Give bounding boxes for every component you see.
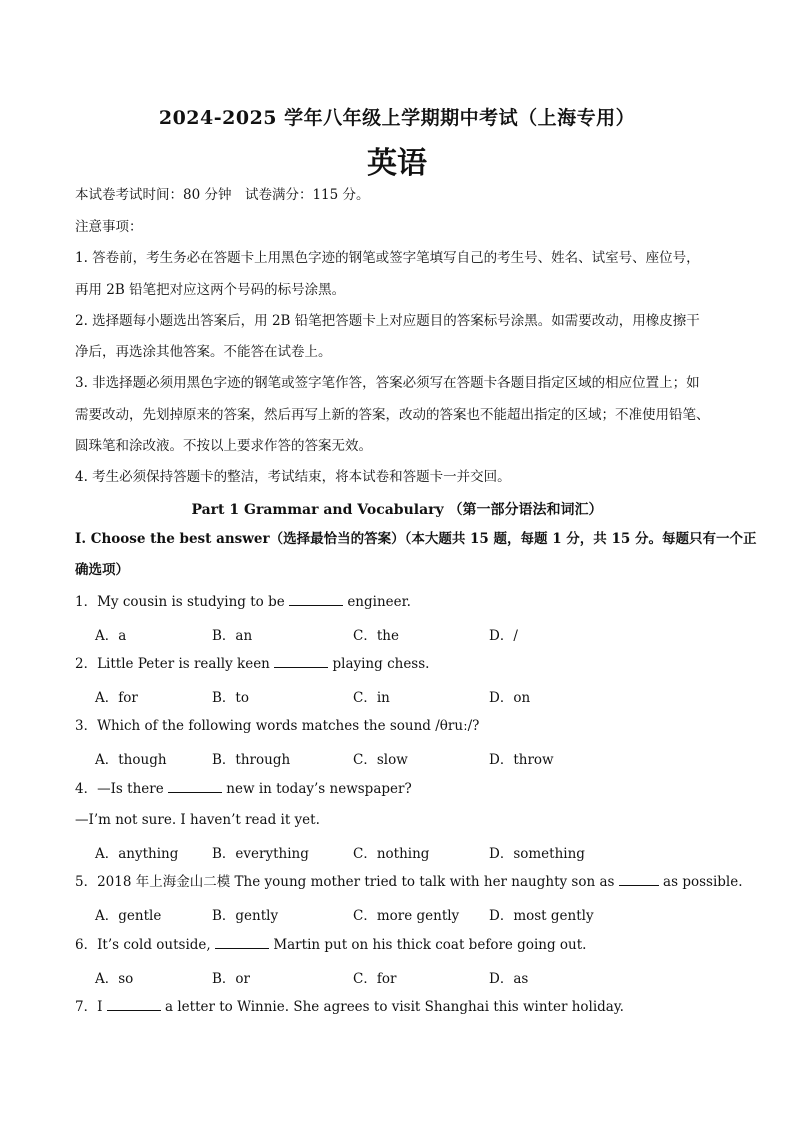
question-1-stem-end: engineer. (347, 594, 411, 610)
option-c: C．for (353, 971, 397, 987)
option-a: A．a (95, 628, 127, 644)
question-1 (75, 593, 411, 611)
note-3-line-2: 需要改动，先划掉原来的答案，然后再写上新的答案，改动的答案也不能超出指定的区域；不准使用铅笔、 (75, 407, 710, 423)
question-7 (75, 998, 624, 1016)
option-c: C．the (353, 628, 399, 644)
note-3-line-3: 圆珠笔和涂改液。不按以上要求作答的答案无效。 (75, 438, 372, 454)
note-1-line-1: 1. 答卷前，考生务必在答题卡上用黑色字迹的钢笔或签字笔填写自己的考生号、姓名、试室号、座位号， (75, 250, 700, 266)
option-a: A．gentle (95, 908, 162, 924)
option-a: A．though (95, 752, 167, 768)
option-d: D．as (489, 971, 529, 987)
option-a: A．for (95, 690, 138, 706)
option-d: D．on (489, 690, 531, 706)
option-d: D．/ (489, 628, 518, 644)
answer-blank (619, 873, 659, 886)
answer-blank (289, 593, 343, 606)
exam-title: 2024-2025 学年八年级上学期期中考试（上海专用） (158, 107, 636, 129)
option-c: C．slow (353, 752, 408, 768)
answer-blank (215, 936, 269, 949)
question-2 (75, 655, 429, 673)
note-4: 4. 考生必须保持答题卡的整洁，考试结束，将本试卷和答题卡一并交回。 (75, 469, 511, 485)
note-3-line-1: 3. 非选择题必须用黑色字迹的钢笔或签字笔作答，答案必须写在答题卡各题目指定区域的相应位置上；如 (75, 375, 700, 391)
note-2-line-2: 净后，再选涂其他答案。不能答在试卷上。 (75, 344, 332, 360)
question-6-options (95, 967, 695, 985)
section-1-instructions-line-2: 确选项） (75, 562, 129, 578)
option-b: B．everything (212, 846, 309, 862)
question-4-stem-start: 4．—Is there (75, 781, 164, 797)
notes-heading: 注意事项： (75, 219, 143, 235)
question-4-reply: —I’m not sure. I haven’t read it yet. (75, 812, 320, 828)
option-d: D．throw (489, 752, 554, 768)
option-c: C．in (353, 690, 390, 706)
option-b: B．gently (212, 908, 279, 924)
question-5-stem-start: 5．2018 年上海金山二模 The young mother tried to talk with her naughty son as (75, 874, 615, 890)
question-1-options (95, 624, 695, 642)
question-5 (75, 873, 743, 891)
exam-info: 本试卷考试时间：80 分钟 试卷满分：115 分。 (75, 187, 370, 203)
section-1-instructions-line-1: I. Choose the best answer（选择最恰当的答案）（本大题共 15 题，每题 1 分，共 15 分。每题只有一个正 (75, 531, 757, 547)
question-7-stem-start: 7．I (75, 999, 103, 1015)
answer-blank (168, 780, 222, 793)
subject-title: 英语 (367, 146, 427, 181)
question-5-options (95, 904, 695, 922)
answer-blank (274, 655, 328, 668)
answer-blank (107, 998, 161, 1011)
note-1-line-2: 再用 2B 铅笔把对应这两个号码的标号涂黑。 (75, 282, 346, 298)
option-b: B．through (212, 752, 291, 768)
option-a: A．anything (95, 846, 179, 862)
option-d: D．most gently (489, 908, 594, 924)
question-2-stem-end: playing chess. (332, 656, 430, 672)
option-b: B．to (212, 690, 249, 706)
question-3: 3．Which of the following words matches the sound /θruː/? (75, 718, 480, 734)
question-2-stem-start: 2．Little Peter is really keen (75, 656, 270, 672)
question-4-options (95, 842, 695, 860)
option-a: A．so (95, 971, 134, 987)
question-4 (75, 780, 412, 798)
question-2-options (95, 686, 695, 704)
question-6 (75, 936, 586, 954)
part-1-heading: Part 1 Grammar and Vocabulary （第一部分语法和词汇） (191, 502, 603, 518)
note-2-line-1: 2. 选择题每小题选出答案后，用 2B 铅笔把答题卡上对应题目的答案标号涂黑。如需要改动，用橡皮擦干 (75, 313, 700, 329)
question-5-stem-end: as possible. (663, 874, 743, 890)
question-7-stem-end: a letter to Winnie. She agrees to visit Shanghai this winter holiday. (165, 999, 624, 1015)
option-b: B．or (212, 971, 251, 987)
question-1-stem-start: 1．My cousin is studying to be (75, 594, 285, 610)
question-6-stem-start: 6．It’s cold outside, (75, 937, 211, 953)
option-b: B．an (212, 628, 253, 644)
option-c: C．nothing (353, 846, 430, 862)
question-4-stem-end: new in today’s newspaper? (226, 781, 412, 797)
option-c: C．more gently (353, 908, 460, 924)
option-d: D．something (489, 846, 585, 862)
question-6-stem-end: Martin put on his thick coat before going out. (273, 937, 587, 953)
question-3-options (95, 748, 695, 766)
